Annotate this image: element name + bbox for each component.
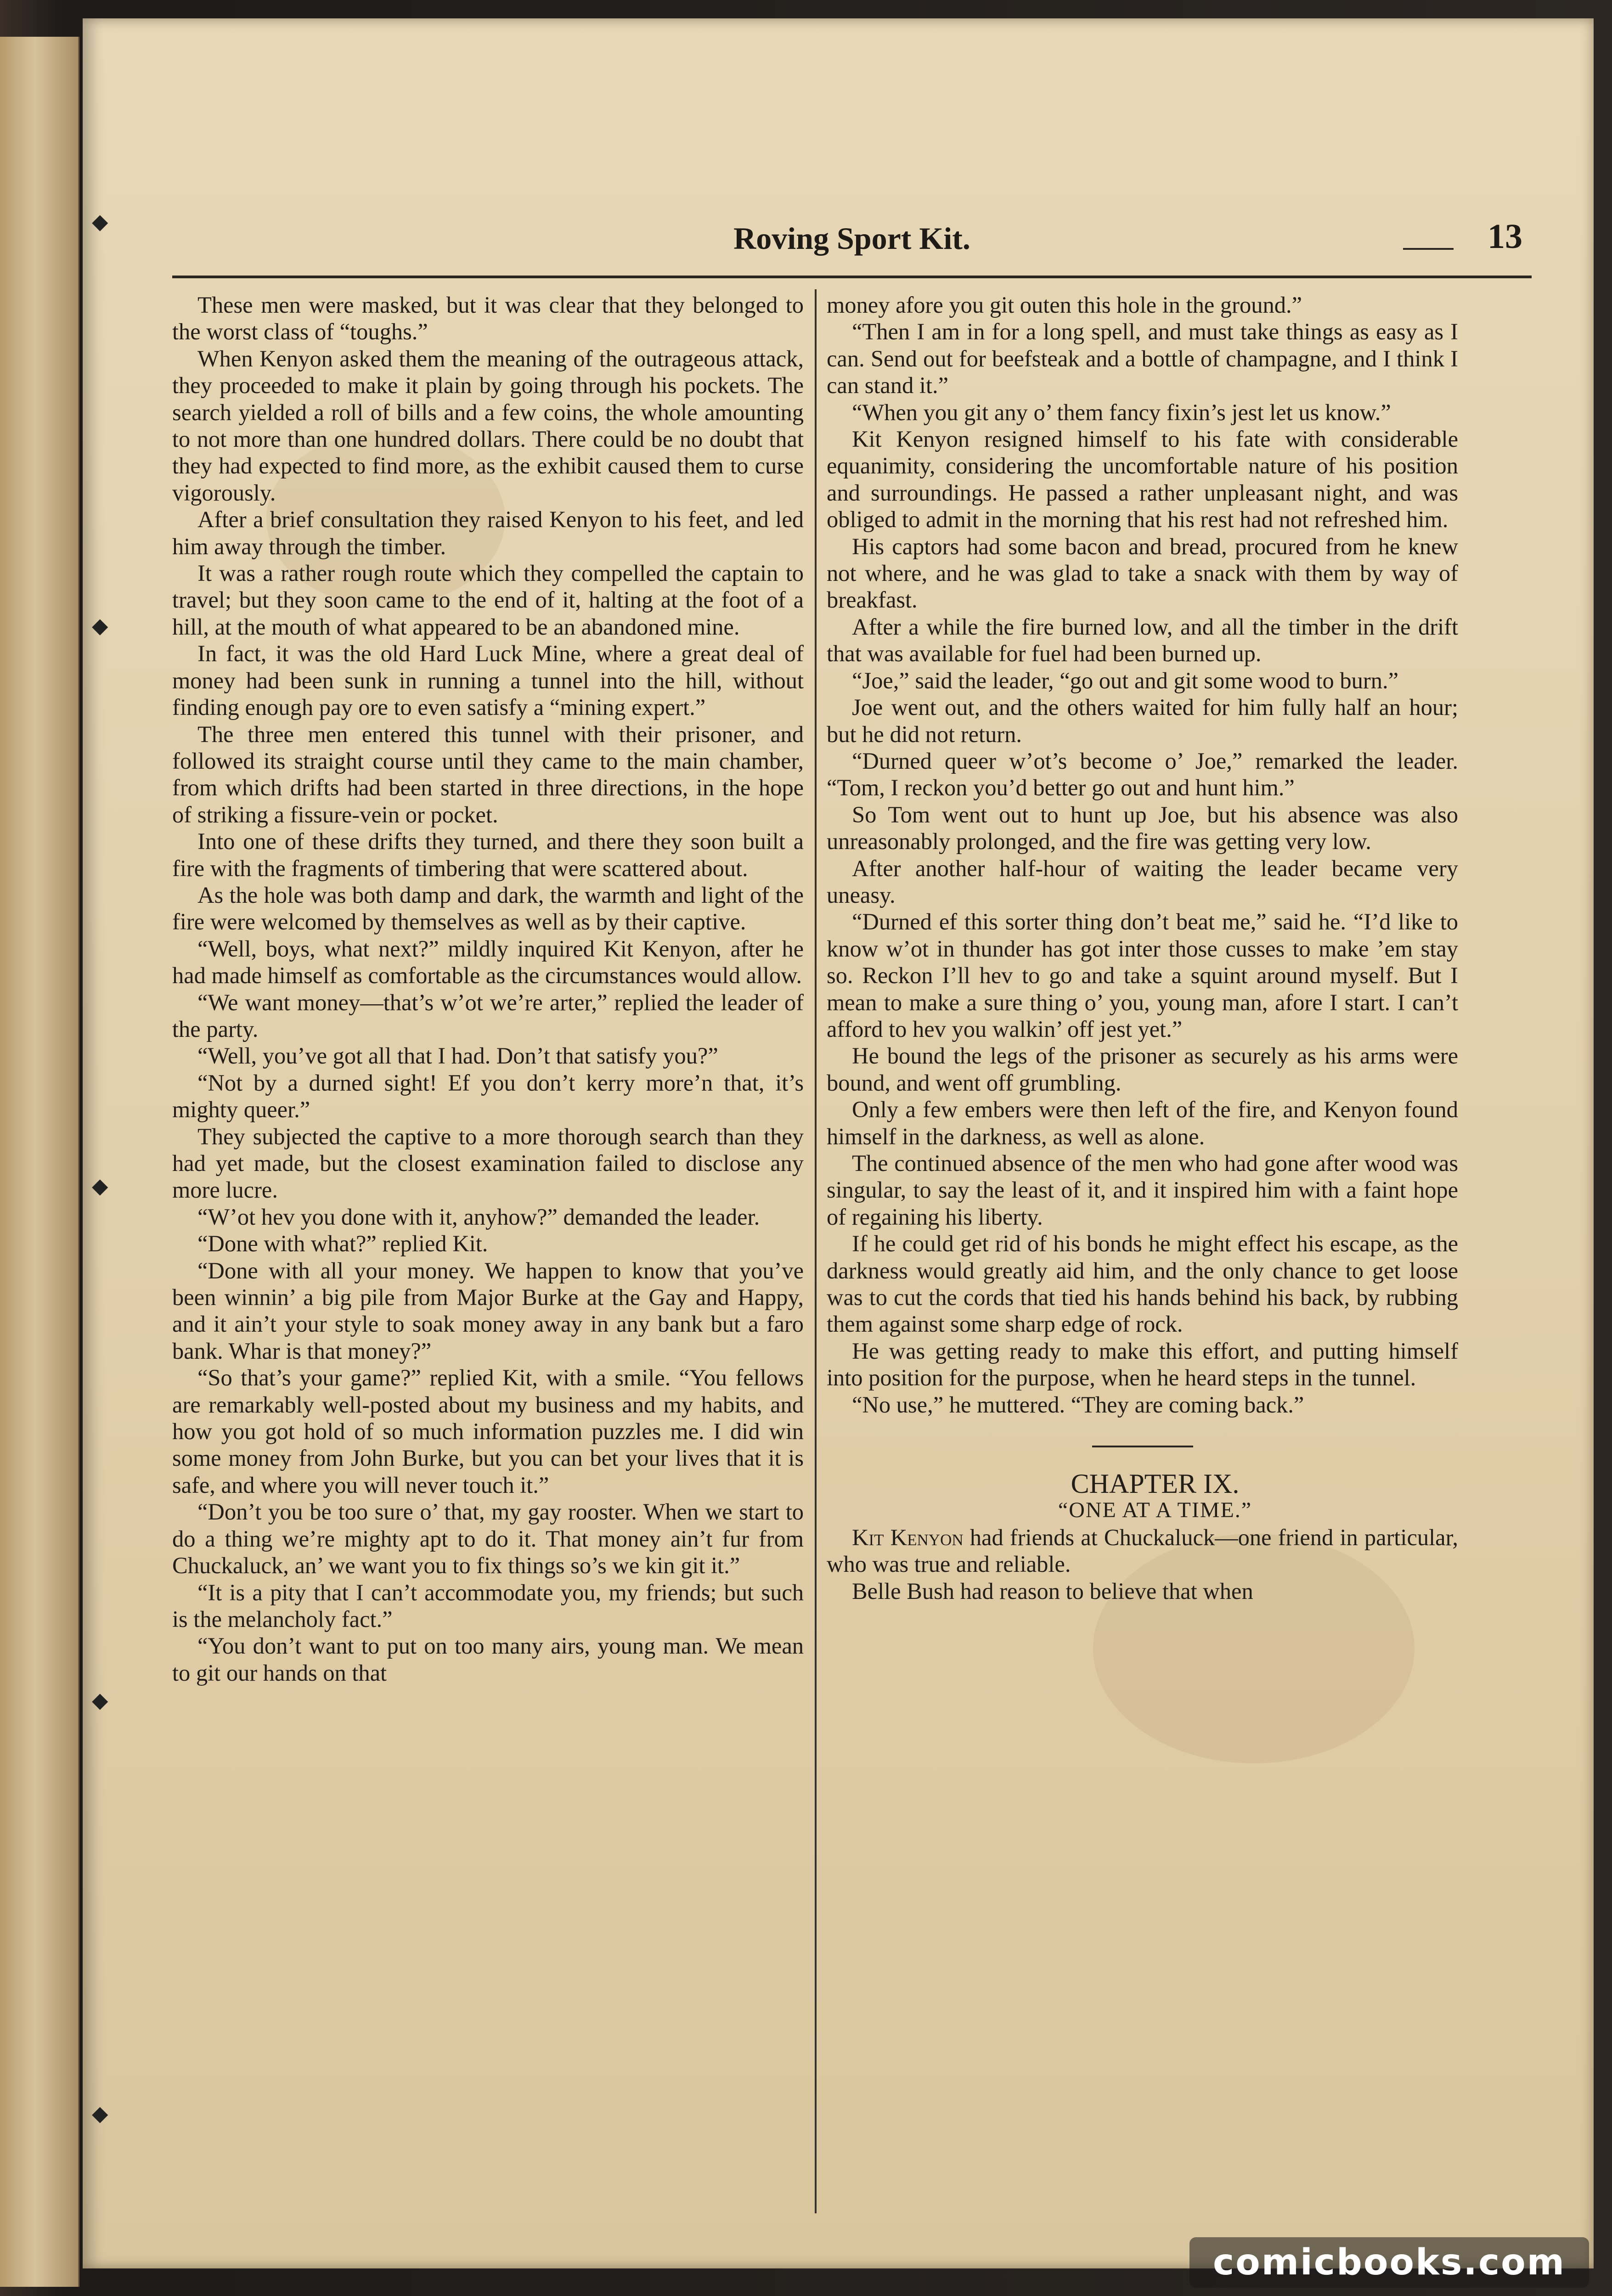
binding-thread-mark: ◆ <box>92 210 108 233</box>
paragraph: “W’ot hev you done with it, anyhow?” demanded the leader. <box>197 1204 760 1230</box>
paragraph: After a brief consultation they raised Kenyon to his feet, and led him away through the timber. <box>172 506 804 559</box>
paragraph: These men were masked, but it was clear that they belonged to the worst class of “toughs.” <box>172 292 804 345</box>
paragraph: “Durned ef this sorter thing don’t beat me,” said he. “I’d like to know w’ot in thunder has got inter those cusses to make ’em stay so. Reckon I’ll hev to go and take a squint around myself. But I mean to make a sure thing o’ you, young man, afore I start. I can’t afford to hev you walkin’ off jest yet.” <box>827 909 1458 1042</box>
paragraph: As the hole was both damp and dark, the warmth and light of the fire were welcomed by themselves as well as by their captive. <box>172 882 804 935</box>
paragraph: He bound the legs of the prisoner as securely as his arms were bound, and went off grumbling. <box>827 1043 1458 1096</box>
paragraph: In fact, it was the old Hard Luck Mine, where a great deal of money had been sunk in running a tunnel into the hill, without finding enough pay ore to even satisfy a “mining expert.” <box>172 641 804 720</box>
paragraph: “Joe,” said the leader, “go out and git some wood to burn.” <box>852 667 1399 693</box>
left-column <box>172 292 804 2211</box>
paragraph: money afore you git outen this hole in the ground.” <box>827 292 1302 318</box>
site-watermark[interactable]: comicbooks.com <box>1189 2237 1589 2288</box>
binding-thread-mark: ◆ <box>92 2102 108 2125</box>
facing-page-edge <box>0 37 79 2287</box>
paragraph: “It is a pity that I can’t accommodate you, my friends; but such is the melancholy fact.” <box>172 1579 804 1632</box>
paragraph: “Well, you’ve got all that I had. Don’t that satisfy you?” <box>197 1043 718 1069</box>
paragraph: If he could get rid of his bonds he might effect his escape, as the darkness would greatly aid him, and the only chance to get loose was to cut the cords that tied his hands behind his back, by rubbing them against some sharp edge of rock. <box>827 1231 1458 1337</box>
paragraph: His captors had some bacon and bread, procured from he knew not where, and he was glad to take a snack with them by way of breakfast. <box>827 533 1458 613</box>
binding-thread-mark: ◆ <box>92 1688 108 1712</box>
paragraph: It was a rather rough route which they compelled the captain to travel; but they soon came to the end of it, halting at the foot of a hill, at the mouth of what appeared to be an abandoned mine. <box>172 560 804 640</box>
paragraph: “So that’s your game?” replied Kit, with a smile. “You fellows are remarkably well-posted about my business and my habits, and how you got hold of so much information puzzles me. I did win some money from John Burke, but you can bet your lives that it is safe, and where you will never touch it.” <box>172 1365 804 1498</box>
right-column-body <box>827 292 1458 1418</box>
paragraph: Into one of these drifts they turned, and there they soon built a fire with the fragments of timbering that were scattered about. <box>172 828 804 881</box>
paragraph: After a while the fire burned low, and all the timber in the drift that was available for fuel had been burned up. <box>827 613 1458 667</box>
paragraph: “When you git any o’ them fancy fixin’s jest let us know.” <box>852 399 1391 425</box>
running-title: Roving Sport Kit. <box>733 221 970 256</box>
running-header <box>172 211 1532 276</box>
chapter-lead-name: Kit Kenyon <box>852 1524 964 1550</box>
paragraph: When Kenyon asked them the meaning of the outrageous attack, they proceeded to make it plain by going through his pockets. The search yielded a roll of bills and a few coins, the whole amounting to not more than one hundred dollars. There could be no doubt that they had expected to find more, as the exhibit caused them to curse vigorously. <box>172 345 804 506</box>
paragraph: Kit Kenyon resigned himself to his fate with considerable equanimity, considering the uncomfortable nature of his position and surroundings. He passed a rather unpleasant night, and was obliged to admit in the morning that his rest had not refreshed him. <box>827 426 1458 533</box>
paragraph: He was getting ready to make this effort, and putting himself into position for the purpose, when he heard steps in the tunnel. <box>827 1338 1458 1391</box>
chapter-paragraph: Belle Bush had reason to believe that when <box>852 1578 1253 1604</box>
paragraph: “Not by a durned sight! Ef you don’t kerry more’n that, it’s mighty queer.” <box>172 1069 804 1123</box>
paragraph: “We want money—that’s w’ot we’re arter,” replied the leader of the party. <box>172 989 804 1042</box>
paragraph: “Durned queer w’ot’s become o’ Joe,” remarked the leader. “Tom, I reckon you’d better go out and hunt him.” <box>827 748 1458 801</box>
chapter-heading: CHAPTER IX. <box>1071 1469 1240 1499</box>
header-rule <box>172 276 1532 278</box>
paragraph: “Don’t you be too sure o’ that, my gay rooster. When we start to do a thing we’re mighty apt to do it. That money ain’t fur from Chuckaluck, an’ we want you to fix things so’s we kin git it.” <box>172 1499 804 1579</box>
chapter-paragraph <box>827 1524 1458 1578</box>
binding-thread-mark: ◆ <box>92 614 108 637</box>
paragraph: “You don’t want to put on too many airs, young man. We mean to git our hands on that <box>172 1633 804 1686</box>
paragraph: Only a few embers were then left of the fire, and Kenyon found himself in the darkness, as well as alone. <box>827 1097 1458 1149</box>
binding-thread-mark: ◆ <box>92 1174 108 1198</box>
right-column <box>827 292 1458 2211</box>
column-divider <box>815 289 817 2213</box>
paragraph: They subjected the captive to a more thorough search than they had yet made, but the closest examination failed to disclose any more lucre. <box>172 1123 804 1203</box>
paragraph: “Well, boys, what next?” mildly inquired Kit Kenyon, after he had made himself as comfortable as the circumstances would allow. <box>172 935 804 989</box>
page-number: 13 <box>1488 217 1522 256</box>
paragraph: “Then I am in for a long spell, and must take things as easy as I can. Send out for beefsteak and a bottle of champagne, and I think I can stand it.” <box>827 319 1458 399</box>
paragraph: The three men entered this tunnel with their prisoner, and followed its straight course until they came to the main chamber, from which drifts had been started in three directions, in the hope of striking a fissure-vein or pocket. <box>172 721 804 827</box>
book-page <box>83 18 1594 2268</box>
chapter-separator-rule <box>1092 1446 1193 1447</box>
paragraph: Joe went out, and the others waited for him fully half an hour; but he did not return. <box>827 694 1458 747</box>
chapter-paragraph-text: had friends at Chuckaluck—one friend in particular, who was true and reliable. <box>827 1524 1458 1577</box>
paragraph: After another half-hour of waiting the leader became very uneasy. <box>827 855 1458 908</box>
paragraph: So Tom went out to hunt up Joe, but his absence was also unreasonably prolonged, and the fire was getting very low. <box>827 801 1458 855</box>
paragraph: The continued absence of the men who had gone after wood was singular, to say the least of it, and it inspired him with a faint hope of regaining his liberty. <box>827 1150 1458 1230</box>
paragraph: “No use,” he muttered. “They are coming back.” <box>852 1391 1304 1418</box>
paragraph: “Done with all your money. We happen to know that you’ve been winnin’ a big pile from Major Burke at the Gay and Happy, and it ain’t your style to soak money away in any bank but a faro bank. Whar is that money?” <box>172 1257 804 1364</box>
header-dash <box>1403 248 1454 250</box>
chapter-subtitle: “ONE AT A TIME.” <box>1058 1498 1252 1523</box>
paragraph: “Done with what?” replied Kit. <box>197 1231 488 1257</box>
